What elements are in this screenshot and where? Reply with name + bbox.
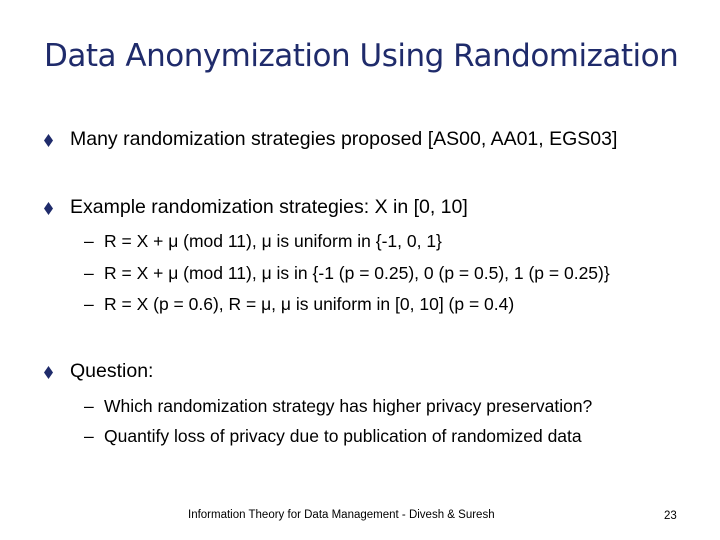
sub-bullet-item (84, 263, 610, 284)
sub-bullet-text: Which randomization strategy has higher privacy preservation? (104, 396, 593, 416)
sub-bullet-item (84, 231, 442, 252)
diamond-bullet-icon (44, 202, 53, 215)
slide-footer: Information Theory for Data Management - Divesh & Suresh (188, 509, 495, 521)
bullet-text: Question: (70, 360, 154, 382)
bullet-text: Many randomization strategies proposed [AS00, AA01, EGS03] (70, 128, 618, 150)
diamond-bullet-icon (44, 134, 53, 147)
dash-marker: – (84, 426, 94, 446)
sub-bullet-text: R = X + μ (mod 11), μ is in {-1 (p = 0.25), 0 (p = 0.5), 1 (p = 0.25)} (104, 263, 610, 283)
dash-marker: – (84, 263, 94, 283)
bullet-item (44, 128, 617, 151)
dash-marker: – (84, 396, 94, 416)
slide-title: Data Anonymization Using Randomization (44, 38, 679, 74)
sub-bullet-item (84, 396, 592, 417)
bullet-item (44, 196, 468, 219)
diamond-bullet-icon (44, 366, 53, 379)
sub-bullet-item (84, 426, 582, 447)
dash-marker: – (84, 294, 94, 314)
sub-bullet-item (84, 294, 514, 315)
dash-marker: – (84, 231, 94, 251)
sub-bullet-text: Quantify loss of privacy due to publication of randomized data (104, 426, 582, 446)
bullet-item (44, 360, 153, 383)
page-number: 23 (664, 510, 677, 522)
sub-bullet-text: R = X (p = 0.6), R = μ, μ is uniform in [0, 10] (p = 0.4) (104, 294, 515, 314)
sub-bullet-text: R = X + μ (mod 11), μ is uniform in {-1, 0, 1} (104, 231, 442, 251)
bullet-text: Example randomization strategies: X in [0, 10] (70, 196, 468, 218)
